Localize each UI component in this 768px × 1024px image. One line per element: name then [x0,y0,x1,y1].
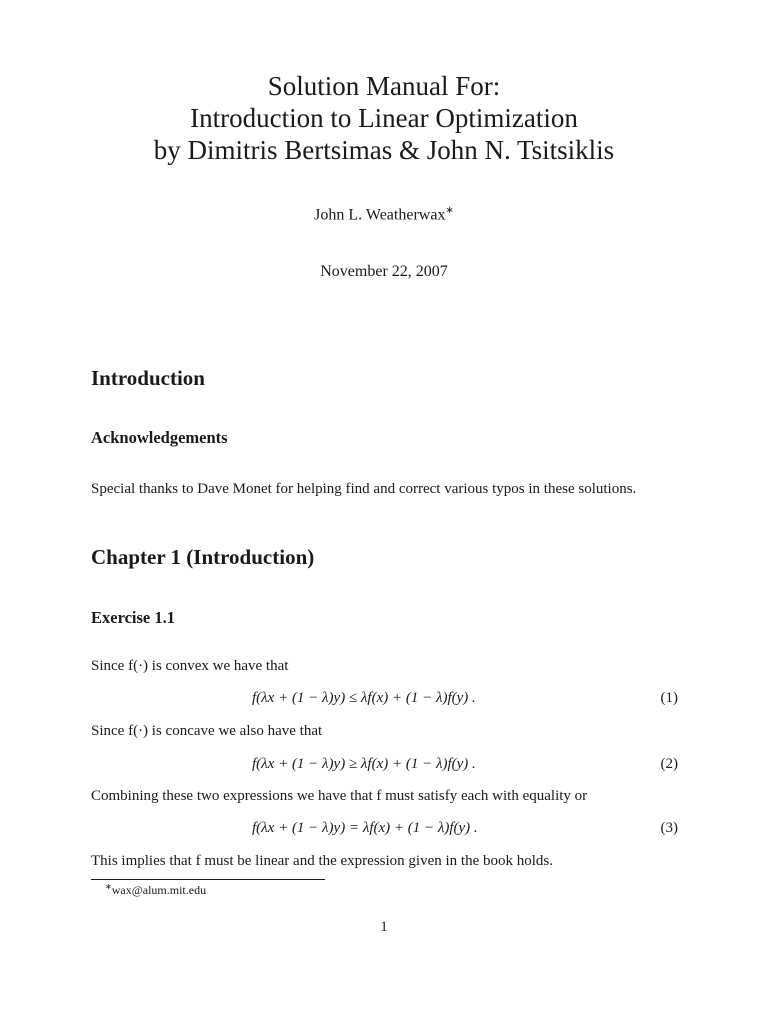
paragraph-concave: Since f(·) is concave we also have that [91,723,323,739]
equation-2-number: (2) [660,756,678,772]
acknowledgements-text: Special thanks to Dave Monet for helping find and correct various typos in these solutions. [91,481,637,497]
paragraph-implies: This implies that f must be linear and the expression given in the book holds. [91,853,554,869]
subsection-heading-acknowledgements: Acknowledgements [91,428,228,447]
footnote-email: wax@alum.mit.edu [111,883,207,897]
equation-3-number: (3) [660,820,678,836]
author [0,205,768,224]
equation-1: f(λx + (1 − λ)y) ≤ λf(x) + (1 − λ)f(y) . [252,690,476,706]
paragraph-combining: Combining these two expressions we have that f must satisfy each with equality or [91,788,588,804]
document-date: November 22, 2007 [320,263,448,280]
footnote-mark: ∗ [105,882,112,891]
chapter-heading: Chapter 1 (Introduction) [91,545,315,569]
footnote [105,882,206,898]
paragraph-convex: Since f(·) is convex we have that [91,658,289,674]
equation-3: f(λx + (1 − λ)y) = λf(x) + (1 − λ)f(y) . [252,820,478,836]
equation-1-number: (1) [660,690,678,706]
equation-2: f(λx + (1 − λ)y) ≥ λf(x) + (1 − λ)f(y) . [252,756,476,772]
page-number: 1 [380,919,388,935]
document-title [0,70,768,166]
author-footnote-mark: ∗ [445,205,454,216]
author-name: John L. Weatherwax [314,206,446,224]
exercise-heading: Exercise 1.1 [91,608,176,627]
title-line-2: Introduction to Linear Optimization [190,103,578,133]
title-line-1: Solution Manual For: [267,71,501,101]
section-heading-introduction: Introduction [91,366,205,390]
footnote-rule [91,879,325,880]
title-line-3: by Dimitris Bertsimas & John N. Tsitsiklis [153,135,615,165]
